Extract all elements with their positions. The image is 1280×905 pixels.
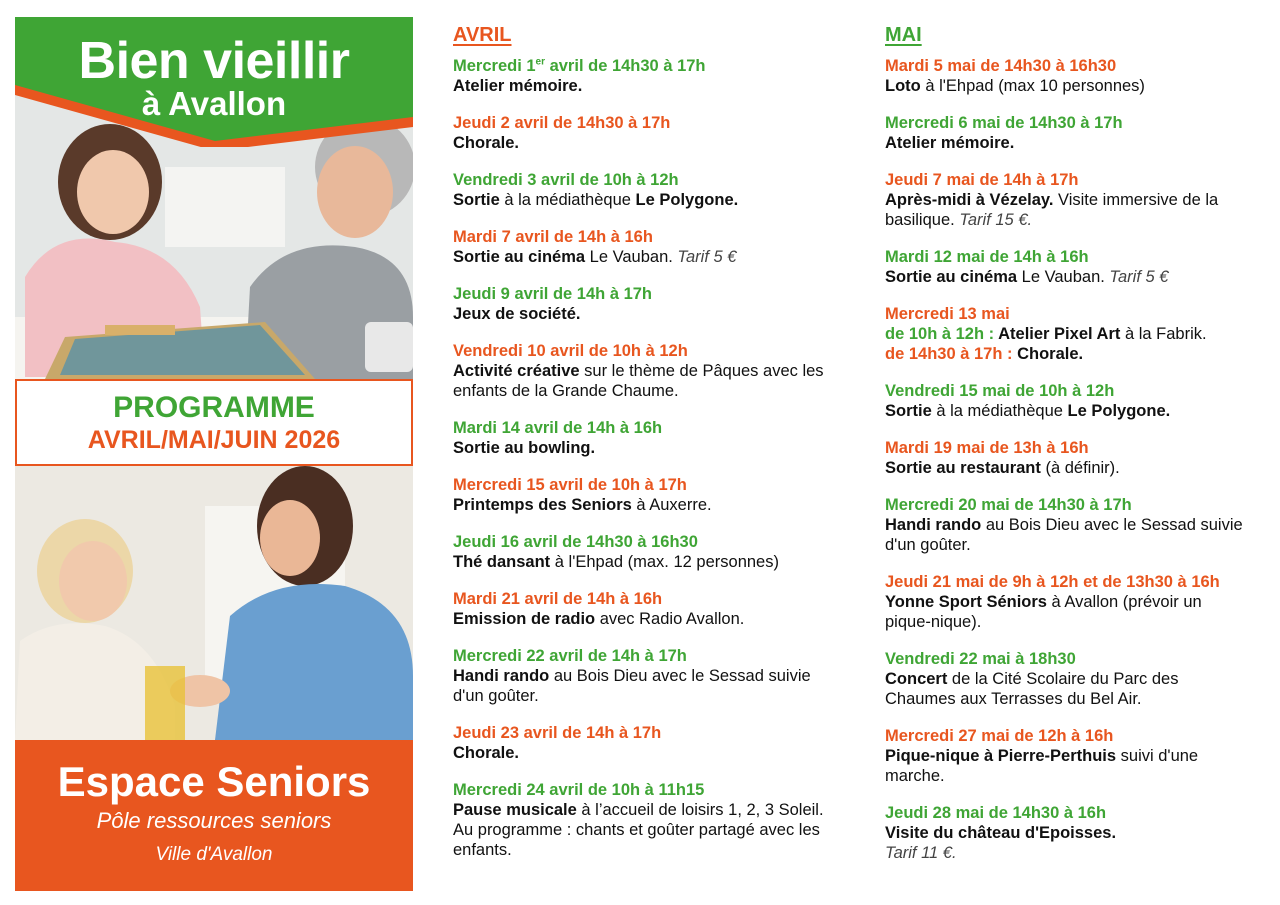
program-period: AVRIL/MAI/JUIN 2026	[87, 426, 341, 454]
event-description: Thé dansant à l'Ehpad (max. 12 personnes)	[453, 553, 779, 571]
event-description: Visite du château d'Epoisses.	[885, 824, 1117, 842]
event-may-10	[885, 649, 1243, 709]
event-date: Jeudi 21 mai de 9h à 12h et de 13h30 à 16h	[885, 573, 1220, 591]
event-april-6	[453, 341, 833, 401]
event-price: Tarif 11 €.	[885, 844, 957, 862]
event-date: Mardi 21 avril de 14h à 16h	[453, 590, 663, 608]
event-date: Mercredi 1er avril de 14h30 à 17h	[453, 56, 706, 75]
event-date: Jeudi 28 mai de 14h30 à 16h	[885, 804, 1107, 822]
event-date: Mercredi 6 mai de 14h30 à 17h	[885, 114, 1123, 132]
photo-senior-caregiver	[15, 466, 413, 740]
event-april-2	[453, 113, 833, 153]
event-may-4	[885, 247, 1243, 287]
event-date: Jeudi 9 avril de 14h à 17h	[453, 285, 653, 303]
event-date: Vendredi 22 mai à 18h30	[885, 650, 1076, 668]
may-column	[885, 24, 1243, 880]
event-date: Jeudi 2 avril de 14h30 à 17h	[453, 114, 671, 132]
event-description: Sortie au cinéma Le Vauban. Tarif 5 €	[453, 248, 737, 266]
footer-city: Ville d'Avallon	[155, 844, 273, 865]
event-description: Après-midi à Vézelay. Visite immersive de la basilique. Tarif 15 €.	[885, 191, 1219, 229]
header-band	[15, 17, 413, 147]
event-may-11	[885, 726, 1243, 786]
event-april-1	[453, 56, 833, 96]
event-date: Mardi 19 mai de 13h à 16h	[885, 439, 1089, 457]
event-may-5	[885, 304, 1243, 364]
event-description: Printemps des Seniors à Auxerre.	[453, 496, 712, 514]
event-date: Mardi 12 mai de 14h à 16h	[885, 248, 1089, 266]
event-may-6	[885, 381, 1243, 421]
event-may-3	[885, 170, 1243, 230]
event-date: Jeudi 16 avril de 14h30 à 16h30	[453, 533, 698, 551]
event-date: Mercredi 24 avril de 10h à 11h15	[453, 781, 705, 799]
event-april-12	[453, 723, 833, 763]
event-may-1	[885, 56, 1243, 96]
event-april-11	[453, 646, 833, 706]
footer-title: Espace Seniors	[57, 758, 371, 805]
event-may-7	[885, 438, 1243, 478]
event-description: Handi rando au Bois Dieu avec le Sessad suivie d'un goûter.	[885, 516, 1243, 554]
event-april-10	[453, 589, 833, 629]
event-description: Yonne Sport Séniors à Avallon (prévoir un pique-nique).	[885, 593, 1202, 631]
program-box	[15, 379, 413, 466]
event-description: Sortie à la médiathèque Le Polygone.	[885, 402, 1171, 420]
event-april-5	[453, 284, 833, 324]
event-description: Activité créative sur le thème de Pâques avec les enfants de la Grande Chaume.	[453, 362, 824, 400]
event-date: Mardi 7 avril de 14h à 16h	[453, 228, 653, 246]
event-description: Pause musicale à l’accueil de loisirs 1, 2, 3 Soleil. Au programme : chants et goûter partagé avec les enfants.	[453, 801, 824, 859]
main-subtitle: à Avallon	[141, 85, 287, 122]
event-description: Jeux de société.	[453, 305, 581, 323]
event-description: Atelier mémoire.	[885, 134, 1015, 152]
footer-subtitle: Pôle ressources seniors	[96, 808, 332, 833]
event-date: Jeudi 7 mai de 14h à 17h	[885, 171, 1079, 189]
event-description: Chorale.	[453, 134, 520, 152]
event-description: Atelier mémoire.	[453, 77, 583, 95]
event-april-3	[453, 170, 833, 210]
event-date: Vendredi 3 avril de 10h à 12h	[453, 171, 679, 189]
caregiver-scene-illustration	[15, 466, 413, 740]
event-date: Jeudi 23 avril de 14h à 17h	[453, 724, 662, 742]
event-date: Vendredi 15 mai de 10h à 12h	[885, 382, 1115, 400]
event-may-12	[885, 803, 1243, 863]
event-description: Chorale.	[453, 744, 520, 762]
event-date: Mercredi 15 avril de 10h à 17h	[453, 476, 687, 494]
program-title: PROGRAMME	[113, 391, 315, 424]
month-heading-april: AVRIL	[453, 24, 512, 46]
event-date: Mercredi 20 mai de 14h30 à 17h	[885, 496, 1132, 514]
event-april-4	[453, 227, 833, 267]
event-date: Vendredi 10 avril de 10h à 12h	[453, 342, 688, 360]
event-description: Sortie à la médiathèque Le Polygone.	[453, 191, 739, 209]
footer-band	[15, 740, 413, 891]
event-may-9	[885, 572, 1243, 632]
event-date: Mercredi 27 mai de 12h à 16h	[885, 727, 1114, 745]
main-title: Bien vieillir	[78, 32, 350, 90]
event-description: Emission de radio avec Radio Avallon.	[453, 610, 745, 628]
event-description: de 10h à 12h : Atelier Pixel Art à la Fabrik.	[885, 325, 1207, 343]
event-may-2	[885, 113, 1243, 153]
cover-panel	[15, 17, 413, 891]
event-date: Mercredi 22 avril de 14h à 17h	[453, 647, 687, 665]
event-april-13	[453, 780, 833, 860]
event-description: Pique-nique à Pierre-Perthuis suivi d'une marche.	[885, 747, 1199, 785]
event-april-8	[453, 475, 833, 515]
event-description: Concert de la Cité Scolaire du Parc des Chaumes aux Terrasses du Bel Air.	[885, 670, 1179, 708]
event-description: de 14h30 à 17h : Chorale.	[885, 345, 1084, 363]
month-heading-may: MAI	[885, 24, 922, 46]
event-description: Sortie au cinéma Le Vauban. Tarif 5 €	[885, 268, 1169, 286]
event-april-9	[453, 532, 833, 572]
event-april-7	[453, 418, 833, 458]
event-description: Sortie au bowling.	[453, 439, 596, 457]
event-may-8	[885, 495, 1243, 555]
event-date: Mardi 5 mai de 14h30 à 16h30	[885, 57, 1117, 75]
event-date: Mercredi 13 mai	[885, 305, 1010, 323]
event-description: Loto à l'Ehpad (max 10 personnes)	[885, 77, 1145, 95]
april-column	[453, 24, 833, 877]
event-date: Mardi 14 avril de 14h à 16h	[453, 419, 663, 437]
event-description: Handi rando au Bois Dieu avec le Sessad suivie d'un goûter.	[453, 667, 811, 705]
event-description: Sortie au restaurant (à définir).	[885, 459, 1120, 477]
